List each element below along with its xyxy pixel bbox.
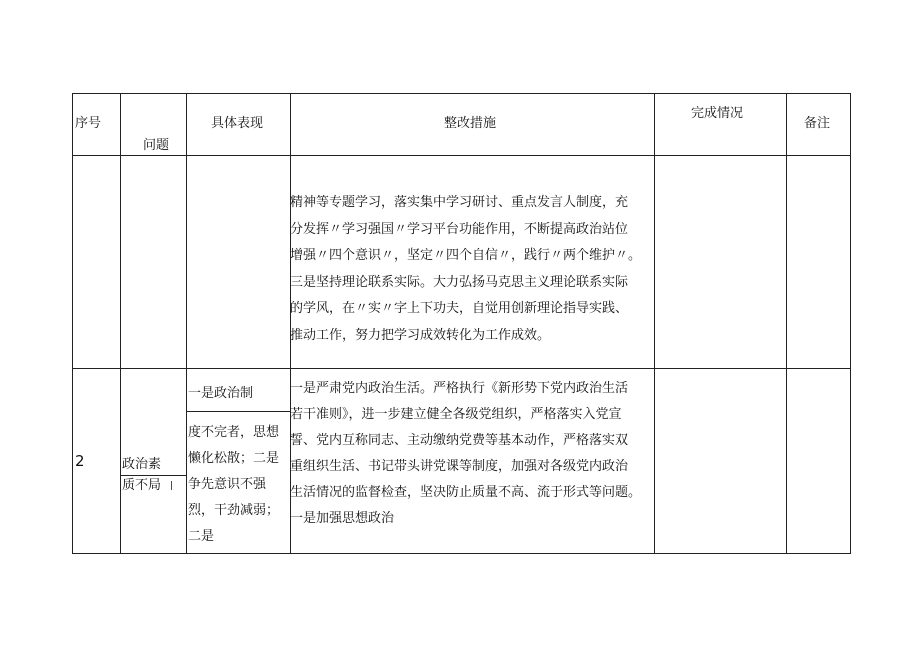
row2-measures-line: 一是严肃党内政治生活。严格执行《新形势下党内政治生活: [290, 381, 629, 396]
col-border-3: [186, 93, 187, 554]
row-divider: [72, 368, 851, 369]
row2-problem-line1: 政治素: [122, 457, 162, 472]
row1-measures-line: 精神等专题学习，落实集中学习研讨、重点发言人制度，充: [290, 195, 629, 210]
row2-seq: 2: [75, 452, 85, 470]
col-border-2: [120, 93, 121, 554]
row2-detail-line: 烈，干劲减弱；: [188, 503, 280, 518]
header-problem: 问题: [143, 138, 170, 153]
row2-measures: [290, 376, 641, 532]
problem-cell-divider: [120, 475, 186, 476]
header-divider: [72, 155, 851, 156]
header-seq: 序号: [75, 116, 102, 131]
header-status: 完成情况: [691, 106, 744, 121]
row2-detail-line: 懒化松散；二是: [188, 451, 280, 466]
row1-measures-line: 三是坚持理论联系实际。大力弘扬马克思主义理论联系实际: [290, 274, 629, 290]
row1-measures-line: 增强〃四个意识〃，坚定〃四个自信〃，践行〃两个维护〃。: [290, 248, 642, 263]
header-detail: 具体表现: [211, 116, 264, 131]
row1-measures: [290, 190, 641, 349]
row2-detail-line: 争先意识不强: [188, 477, 267, 492]
header-measures: 整改措施: [444, 116, 497, 131]
row2-detail-top: 一是政治制: [188, 386, 254, 401]
row2-measures-line: 若干准则》，进一步建立健全各级党组织，严格落实入党宣: [290, 407, 622, 422]
row2-detail-cell: [188, 412, 290, 553]
table-border-top: [72, 93, 851, 94]
col-border-7: [850, 93, 851, 554]
row1-measures-line: 分发挥〃学习强国〃学习平台功能作用，不断提高政治站位: [290, 221, 629, 237]
header-remark: 备注: [804, 116, 831, 131]
row2-problem-mark: |: [170, 481, 174, 491]
col-border-5: [654, 93, 655, 554]
row2-measures-line: 誓、党内互称同志、主动缴纳党费等基本动作，严格落实双: [290, 433, 629, 448]
row1-measures-line: 的学风，在〃实〃字上下功夫，自觉用创新理论指导实践、: [290, 301, 629, 316]
col-border-1: [72, 93, 73, 554]
row2-measures-line: 重组织生活、书记带头讲党课等制度，加强对各级党内政治: [290, 459, 629, 474]
table-border-bottom: [72, 553, 851, 554]
row2-detail: [188, 420, 279, 550]
row2-measures-line: 一是加强思想政治: [290, 511, 395, 526]
row2-detail-line: 二是: [188, 529, 215, 544]
row2-measures-line: 生活情况的监督检查，坚决防止质量不高、流于形式等问题。: [290, 485, 642, 500]
row2-problem-line2: 质不局: [122, 478, 162, 493]
col-border-6: [786, 93, 787, 554]
row1-measures-line: 推动工作，努力把学习成效转化为工作成效。: [290, 327, 551, 343]
row2-detail-line: 度不完者，思想: [188, 425, 280, 440]
